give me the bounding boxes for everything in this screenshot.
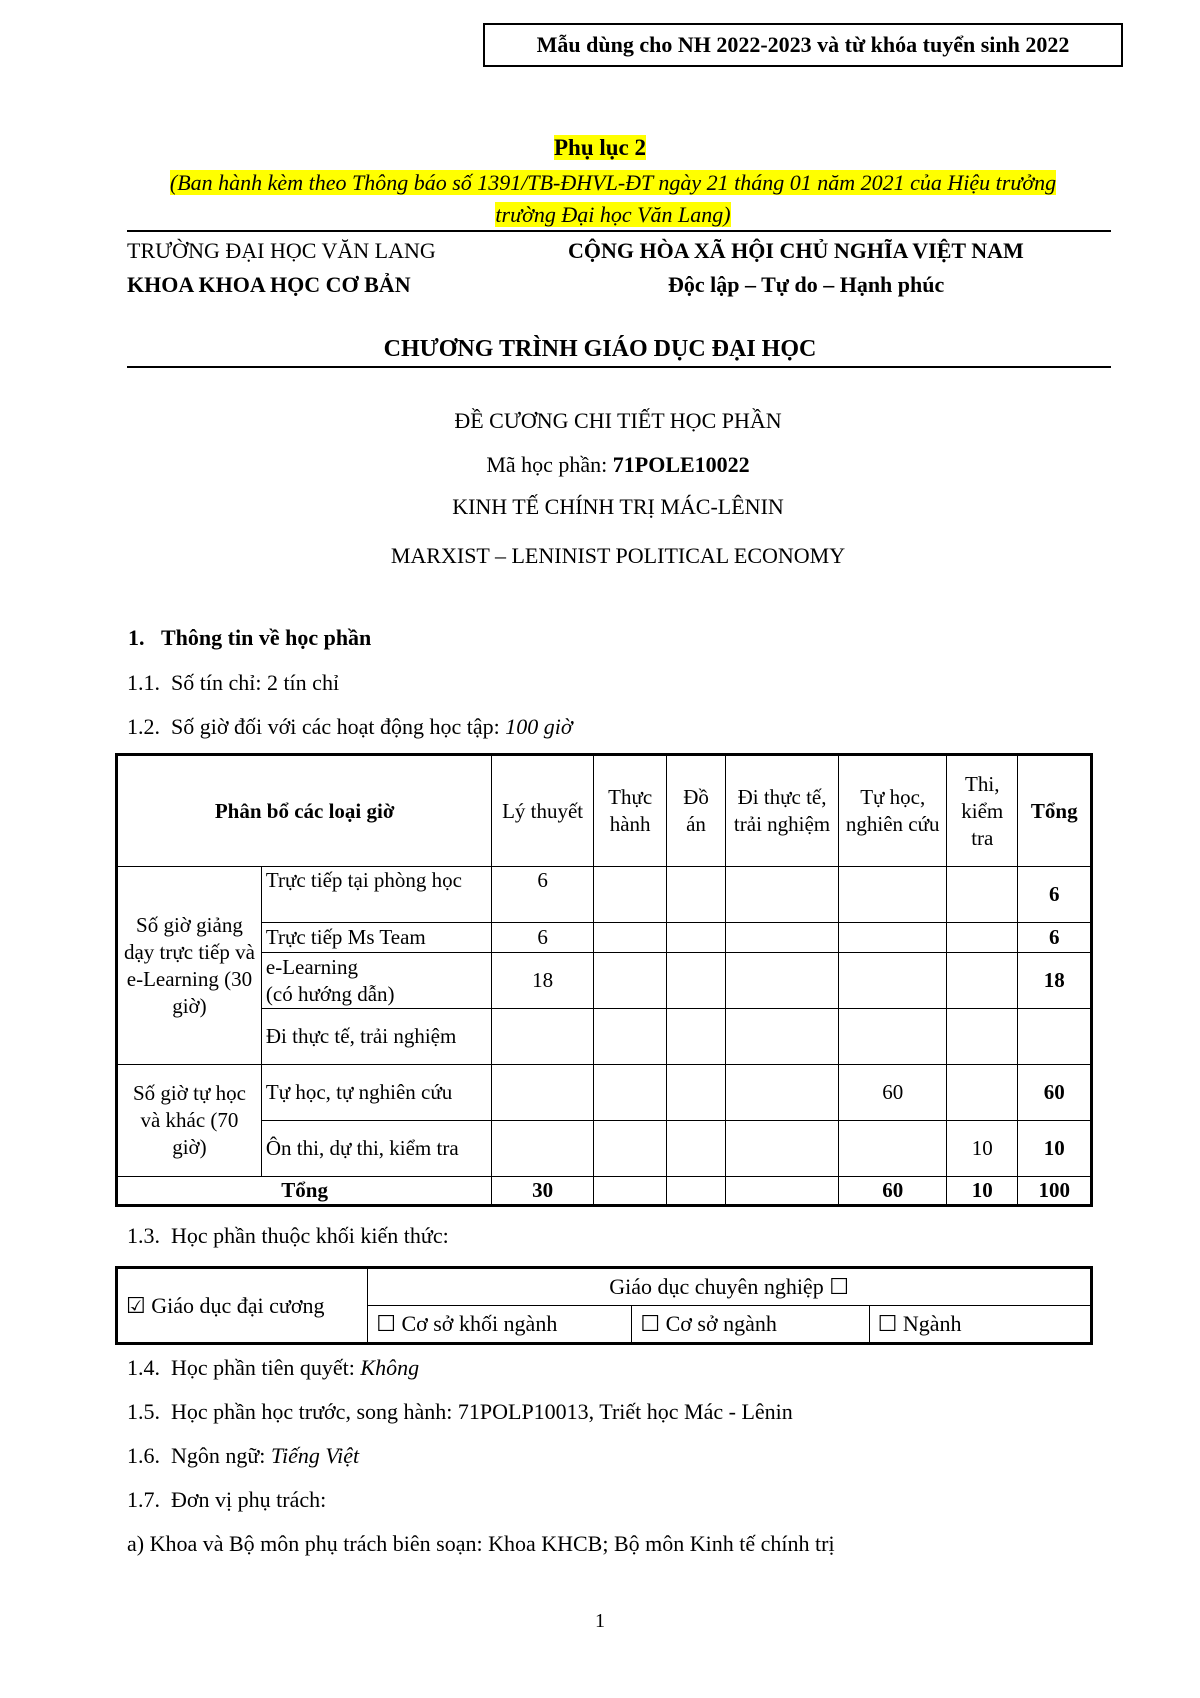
header-total: Tổng (1018, 755, 1092, 867)
option-foundation-field-group: ☐ Cơ sở khối ngành (368, 1306, 632, 1344)
item-1-1: 1.1. Số tín chỉ: 2 tín chỉ (127, 670, 340, 695)
syllabus-heading: ĐỀ CƯƠNG CHI TIẾT HỌC PHẦN (454, 408, 782, 433)
table-header-row (117, 755, 1092, 867)
item-1-2: 1.2. Số giờ đối với các hoạt động học tập: 100 giờ (127, 714, 573, 739)
section-1-heading: 1. Thông tin về học phần (128, 625, 372, 650)
divider-top (127, 230, 1111, 232)
course-code: 71POLE10022 (612, 452, 750, 477)
general-education-option: ☑ Giáo dục đại cương (117, 1268, 368, 1344)
group-self-study: Số giờ tự học và khác (70 giờ) (117, 1065, 262, 1177)
table-row: Trực tiếp Ms Team 6 6 (117, 923, 1092, 953)
header-self-study: Tự học, nghiên cứu (839, 755, 947, 867)
header-field-trip: Đi thực tế, trải nghiệm (725, 755, 839, 867)
header-project: Đồ án (667, 755, 725, 867)
item-1-5: 1.5. Học phần học trước, song hành: 71POLP10013, Triết học Mác - Lênin (127, 1399, 793, 1424)
table-row: e-Learning (có hướng dẫn) 18 18 (117, 953, 1092, 1009)
option-major: ☐ Ngành (869, 1306, 1091, 1344)
item-1-3: 1.3. Học phần thuộc khối kiến thức: (127, 1223, 449, 1248)
table-row: Đi thực tế, trải nghiệm (117, 1009, 1092, 1065)
header-exam: Thi, kiểm tra (947, 755, 1018, 867)
table-total-row: Tổng 30 60 10 100 (117, 1177, 1092, 1206)
template-note: Mẫu dùng cho NH 2022-2023 và từ khóa tuyển sinh 2022 (536, 32, 1070, 57)
table-row: Số giờ tự học và khác (70 giờ) Tự học, tự nghiên cứu 60 60 (117, 1065, 1092, 1121)
template-note-box (483, 23, 1123, 67)
group-teaching: Số giờ giảng dạy trực tiếp và e-Learning (30 giờ) (117, 867, 262, 1065)
knowledge-block-table (115, 1266, 1093, 1345)
option-foundation-field: ☐ Cơ sở ngành (632, 1306, 869, 1344)
divider-program (127, 366, 1111, 368)
course-name-en: MARXIST – LENINIST POLITICAL ECONOMY (390, 543, 846, 568)
item-1-4: 1.4. Học phần tiên quyết: Không (127, 1355, 420, 1380)
header-theory: Lý thuyết (492, 755, 594, 867)
course-name-vi: KINH TẾ CHÍNH TRỊ MÁC-LÊNIN (452, 494, 784, 519)
university-name: TRƯỜNG ĐẠI HỌC VĂN LANG (127, 238, 436, 263)
course-code-line: Mã học phần: 71POLE10022 (486, 452, 750, 477)
republic-name: CỘNG HÒA XÃ HỘI CHỦ NGHĨA VIỆT NAM (568, 238, 1024, 263)
item-1-7: 1.7. Đơn vị phụ trách: (127, 1487, 327, 1512)
table-row: Số giờ giảng dạy trực tiếp và e-Learning (30 giờ) Trực tiếp tại phòng học 6 6 (117, 867, 1092, 923)
hours-allocation-table (115, 753, 1093, 1207)
item-1-7-a: a) Khoa và Bộ môn phụ trách biên soạn: Khoa KHCB; Bộ môn Kinh tế chính trị (127, 1531, 835, 1556)
header-practice: Thực hành (593, 755, 666, 867)
item-1-6: 1.6. Ngôn ngữ: Tiếng Việt (127, 1443, 360, 1468)
national-motto: Độc lập – Tự do – Hạnh phúc (668, 272, 945, 297)
appendix-title: Phụ lục 2 (553, 135, 647, 160)
program-title: CHƯƠNG TRÌNH GIÁO DỤC ĐẠI HỌC (383, 336, 817, 362)
professional-education-option: Giáo dục chuyên nghiệp ☐ (368, 1268, 1092, 1306)
header-category: Phân bổ các loại giờ (117, 755, 492, 867)
faculty-name: KHOA KHOA HỌC CƠ BẢN (127, 272, 411, 297)
appendix-note: (Ban hành kèm theo Thông báo số 1391/TB-ĐHVL-ĐT ngày 21 tháng 01 năm 2021 của Hiệu trưởng trường Đại học Văn Lang) (169, 170, 1057, 227)
table-row: Ôn thi, dự thi, kiểm tra 10 10 (117, 1121, 1092, 1177)
page-number: 1 (595, 1610, 605, 1632)
